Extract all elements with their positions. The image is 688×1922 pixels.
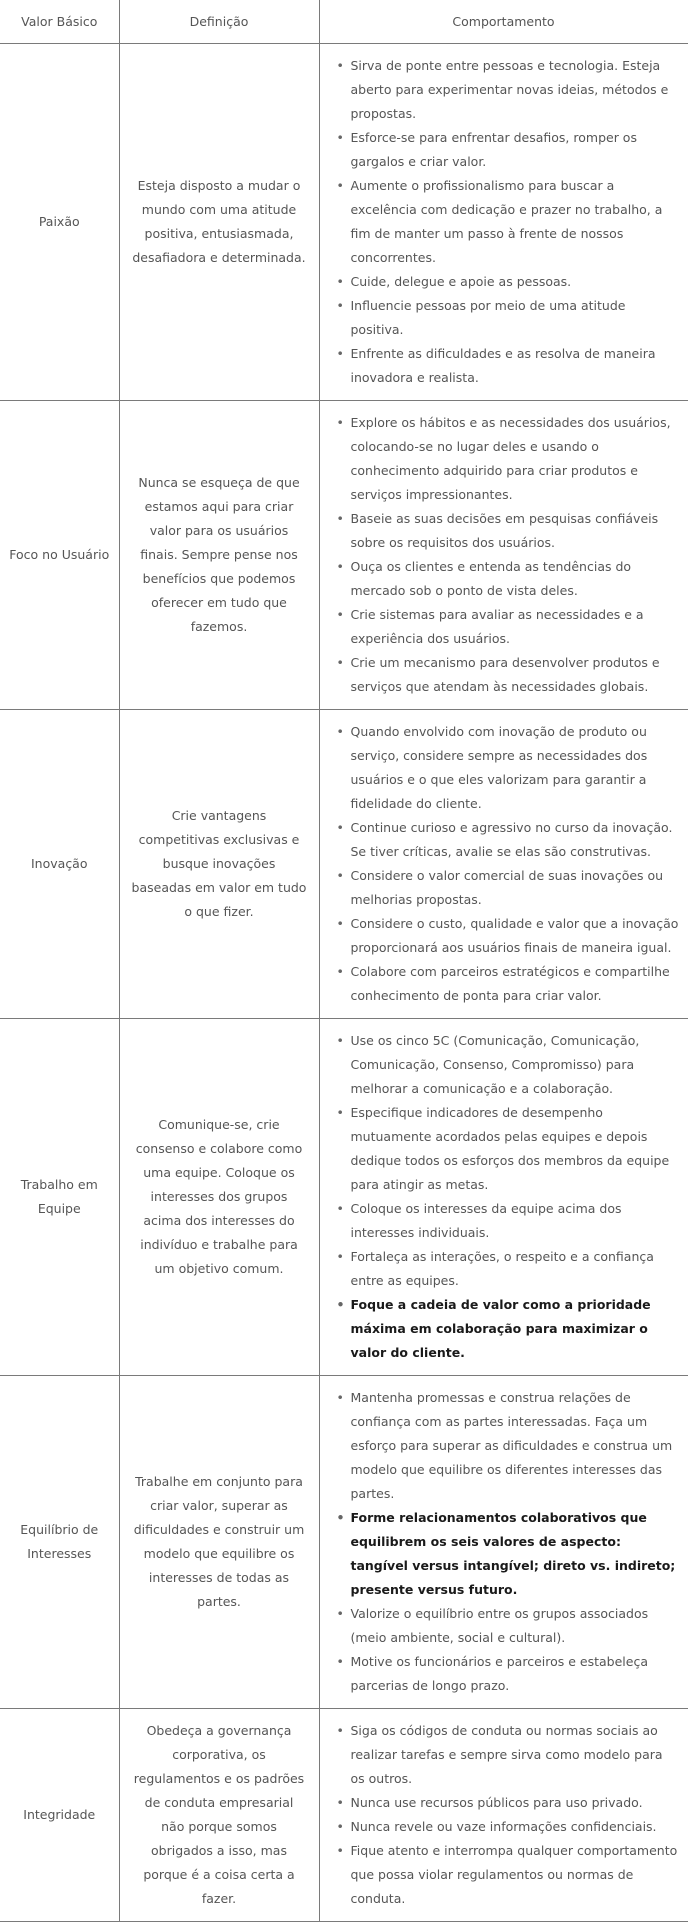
behavior-cell — [319, 1708, 688, 1921]
definition-cell: Crie vantagens competitivas exclusivas e busque inovações baseadas em valor em tudo o que fizer. — [119, 709, 319, 1018]
behavior-item: • Crie um mecanismo para desenvolver produtos e serviços que atendam às necessidades globais. — [351, 651, 680, 699]
behavior-item: • Nunca use recursos públicos para uso privado. — [351, 1791, 680, 1815]
definition-cell: Trabalhe em conjunto para criar valor, superar as dificuldades e construir um modelo que equilibre os interesses de todas as partes. — [119, 1375, 319, 1708]
behavior-item: • Especifique indicadores de desempenho mutuamente acordados pelas equipes e depois dedique todos os esforços dos membros da equipe para atingir as metas. — [351, 1101, 680, 1197]
behavior-item: • Fortaleça as interações, o respeito e a confiança entre as equipes. — [351, 1245, 680, 1293]
behavior-item: • Explore os hábitos e as necessidades dos usuários, colocando-se no lugar deles e usando o conhecimento adquirido para criar produtos e serviços impressionantes. — [351, 411, 680, 507]
table-header-row — [0, 0, 688, 43]
definition-cell: Esteja disposto a mudar o mundo com uma atitude positiva, entusiasmada, desafiadora e determinada. — [119, 43, 319, 400]
behavior-list — [320, 720, 680, 1008]
behavior-item: • Continue curioso e agressivo no curso da inovação. Se tiver críticas, avalie se elas são construtivas. — [351, 816, 680, 864]
behavior-item: • Esforce-se para enfrentar desafios, romper os gargalos e criar valor. — [351, 126, 680, 174]
behavior-item: • Quando envolvido com inovação de produto ou serviço, considere sempre as necessidades dos usuários e o que eles valorizam para garantir a fidelidade do cliente. — [351, 720, 680, 816]
behavior-cell — [319, 1018, 688, 1375]
behavior-item: • Influencie pessoas por meio de uma atitude positiva. — [351, 294, 680, 342]
behavior-item: • Sirva de ponte entre pessoas e tecnologia. Esteja aberto para experimentar novas ideias, métodos e propostas. — [351, 54, 680, 126]
behavior-item: • Baseie as suas decisões em pesquisas confiáveis sobre os requisitos dos usuários. — [351, 507, 680, 555]
behavior-item: • Colabore com parceiros estratégicos e compartilhe conhecimento de ponta para criar valor. — [351, 960, 680, 1008]
behavior-item: • Crie sistemas para avaliar as necessidades e a experiência dos usuários. — [351, 603, 680, 651]
table-row — [0, 1708, 688, 1921]
behavior-item: • Foque a cadeia de valor como a prioridade máxima em colaboração para maximizar o valor do cliente. — [351, 1293, 680, 1365]
behavior-item: • Nunca revele ou vaze informações confidenciais. — [351, 1815, 680, 1839]
behavior-item: • Valorize o equilíbrio entre os grupos associados (meio ambiente, social e cultural). — [351, 1602, 680, 1650]
behavior-list — [320, 54, 680, 390]
behavior-item: • Cuide, delegue e apoie as pessoas. — [351, 270, 680, 294]
behavior-list — [320, 1386, 680, 1698]
table-row — [0, 709, 688, 1018]
behavior-item: • Forme relacionamentos colaborativos que equilibrem os seis valores de aspecto: tangível versus intangível; direto vs. indireto; presente versus futuro. — [351, 1506, 680, 1602]
core-value-cell: Integridade — [0, 1708, 119, 1921]
behavior-item: • Enfrente as dificuldades e as resolva de maneira inovadora e realista. — [351, 342, 680, 390]
header-definition: Definição — [119, 0, 319, 43]
header-core-value: Valor Básico — [0, 0, 119, 43]
behavior-cell — [319, 1375, 688, 1708]
behavior-item: • Motive os funcionários e parceiros e estabeleça parcerias de longo prazo. — [351, 1650, 680, 1698]
definition-cell: Obedeça a governança corporativa, os regulamentos e os padrões de conduta empresarial não porque somos obrigados a isso, mas porque é a coisa certa a fazer. — [119, 1708, 319, 1921]
behavior-item: • Ouça os clientes e entenda as tendências do mercado sob o ponto de vista deles. — [351, 555, 680, 603]
behavior-list — [320, 411, 680, 699]
definition-cell: Nunca se esqueça de que estamos aqui para criar valor para os usuários finais. Sempre pense nos benefícios que podemos oferecer em tudo que fazemos. — [119, 400, 319, 709]
table-row — [0, 1375, 688, 1708]
behavior-item: • Aumente o profissionalismo para buscar a excelência com dedicação e prazer no trabalho, a fim de manter um passo à frente de nossos concorrentes. — [351, 174, 680, 270]
behavior-cell — [319, 400, 688, 709]
table-row — [0, 1018, 688, 1375]
behavior-list — [320, 1029, 680, 1365]
core-value-cell: Foco no Usuário — [0, 400, 119, 709]
behavior-item: • Use os cinco 5C (Comunicação, Comunicação, Comunicação, Consenso, Compromisso) para melhorar a comunicação e a colaboração. — [351, 1029, 680, 1101]
behavior-item: • Considere o valor comercial de suas inovações ou melhorias propostas. — [351, 864, 680, 912]
core-value-cell: Equilíbrio de Interesses — [0, 1375, 119, 1708]
behavior-list — [320, 1719, 680, 1911]
core-value-cell: Inovação — [0, 709, 119, 1018]
header-behavior: Comportamento — [319, 0, 688, 43]
behavior-item: • Fique atento e interrompa qualquer comportamento que possa violar regulamentos ou normas de conduta. — [351, 1839, 680, 1911]
definition-cell: Comunique-se, crie consenso e colabore como uma equipe. Coloque os interesses dos grupos acima dos interesses do indivíduo e trabalhe para um objetivo comum. — [119, 1018, 319, 1375]
table-row — [0, 400, 688, 709]
core-value-cell: Trabalho em Equipe — [0, 1018, 119, 1375]
behavior-item: • Siga os códigos de conduta ou normas sociais ao realizar tarefas e sempre sirva como modelo para os outros. — [351, 1719, 680, 1791]
behavior-item: • Considere o custo, qualidade e valor que a inovação proporcionará aos usuários finais de maneira igual. — [351, 912, 680, 960]
core-value-cell: Paixão — [0, 43, 119, 400]
behavior-cell — [319, 709, 688, 1018]
behavior-item: • Mantenha promessas e construa relações de confiança com as partes interessadas. Faça um esforço para superar as dificuldades e construa um modelo que equilibre os diferentes interesses das partes. — [351, 1386, 680, 1506]
behavior-cell — [319, 43, 688, 400]
behavior-item: • Coloque os interesses da equipe acima dos interesses individuais. — [351, 1197, 680, 1245]
table-row — [0, 43, 688, 400]
